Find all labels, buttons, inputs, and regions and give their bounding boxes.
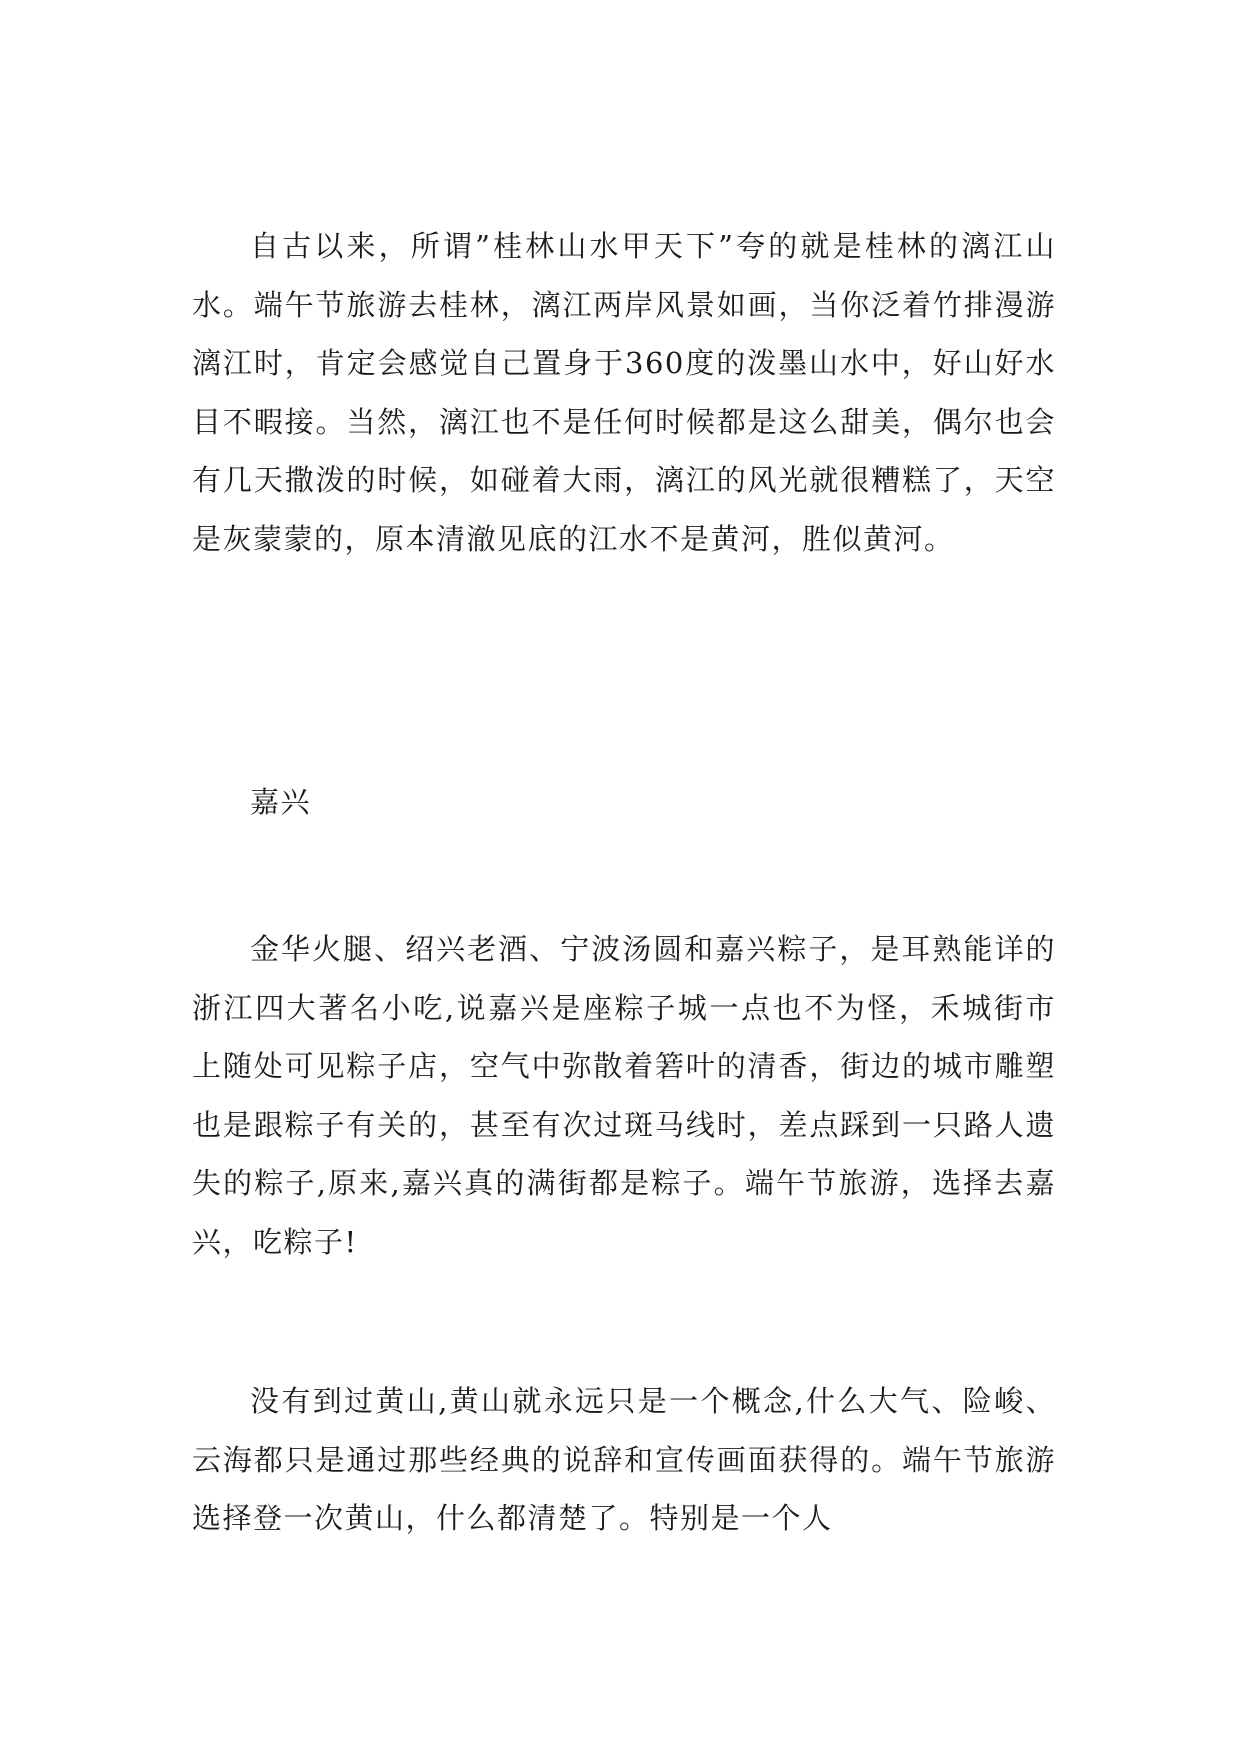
- paragraph-jiaxing: 金华火腿、绍兴老酒、宁波汤圆和嘉兴粽子，是耳熟能详的浙江四大著名小吃,说嘉兴是座粽子城一点也不为怪，禾城街市上随处可见粽子店，空气中弥散着箬叶的清香，街边的城市雕塑也是跟粽子有关的，甚至有次过斑马线时，差点踩到一只路人遗失的粽子,原来,嘉兴真的满街都是粽子。端午节旅游，选择去嘉兴，吃粽子!: [192, 932, 1056, 1259]
- section-heading-jiaxing: 嘉兴: [250, 785, 312, 819]
- paragraph-huangshan: 没有到过黄山,黄山就永远只是一个概念,什么大气、险峻、云海都只是通过那些经典的说辞和宣传画面获得的。端午节旅游选择登一次黄山，什么都清楚了。特别是一个人: [192, 1384, 1056, 1535]
- paragraph-guilin: 自古以来，所谓”桂林山水甲天下”夸的就是桂林的漓江山水。端午节旅游去桂林，漓江两岸风景如画，当你泛着竹排漫游漓江时，肯定会感觉自己置身于360度的泼墨山水中，好山好水目不暇接。当然，漓江也不是任何时候都是这么甜美，偶尔也会有几天撒泼的时候，如碰着大雨，漓江的风光就很糟糕了，天空是灰蒙蒙的，原本清澈见底的江水不是黄河，胜似黄河。: [192, 229, 1056, 556]
